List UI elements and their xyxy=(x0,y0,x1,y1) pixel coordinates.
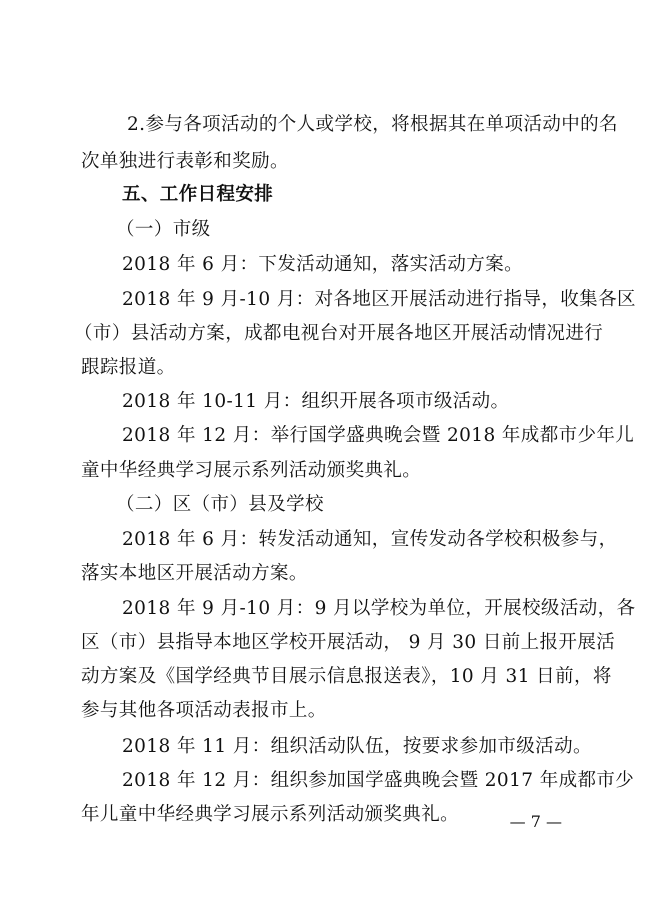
paragraph-line: 2018 年 10-11 月：组织开展各项市级活动。 xyxy=(122,391,510,412)
paragraph-line: 童中华经典学习展示系列活动颁奖典礼。 xyxy=(81,460,422,481)
paragraph-line: 跟踪报道。 xyxy=(81,357,176,378)
subsection-heading: （一）市级 xyxy=(116,219,211,240)
paragraph-line: 2.参与各项活动的个人或学校，将根据其在单项活动中的名 xyxy=(127,114,618,135)
paragraph-line: 次单独进行表彰和奖励。 xyxy=(81,151,289,172)
paragraph-line: 2018 年 6 月：转发活动通知，宣传发动各学校积极参与， xyxy=(122,529,618,550)
paragraph-line: 区（市）县指导本地区学校开展活动， 9 月 30 日前上报开展活 xyxy=(81,632,616,653)
paragraph-line: 2018 年 12 月：组织参加国学盛典晚会暨 2017 年成都市少 xyxy=(122,770,635,791)
paragraph-line: 年儿童中华经典学习展示系列活动颁奖典礼。 xyxy=(81,804,460,825)
paragraph-line: 动方案及《国学经典节目展示信息报送表》，10 月 31 日前，将 xyxy=(81,666,612,687)
paragraph-line: 2018 年 6 月：下发活动通知，落实活动方案。 xyxy=(122,254,523,275)
paragraph-line: 2018 年 9 月-10 月：对各地区开展活动进行指导，收集各区 xyxy=(122,289,636,310)
subsection-heading: （二）区（市）县及学校 xyxy=(116,494,324,515)
paragraph-line: 2018 年 11 月：组织活动队伍，按要求参加市级活动。 xyxy=(122,736,592,757)
paragraph-line: 落实本地区开展活动方案。 xyxy=(81,563,308,584)
section-heading: 五、工作日程安排 xyxy=(122,184,274,205)
paragraph-line: 2018 年 12 月：举行国学盛典晚会暨 2018 年成都市少年儿 xyxy=(122,425,635,446)
paragraph-line: 2018 年 9 月-10 月：9 月以学校为单位，开展校级活动，各 xyxy=(122,598,636,619)
paragraph-line: 参与其他各项活动表报市上。 xyxy=(81,700,327,721)
page-number: — 7 — xyxy=(509,812,562,831)
paragraph-line: （市）县活动方案，成都电视台对开展各地区开展活动情况进行 xyxy=(74,323,604,344)
